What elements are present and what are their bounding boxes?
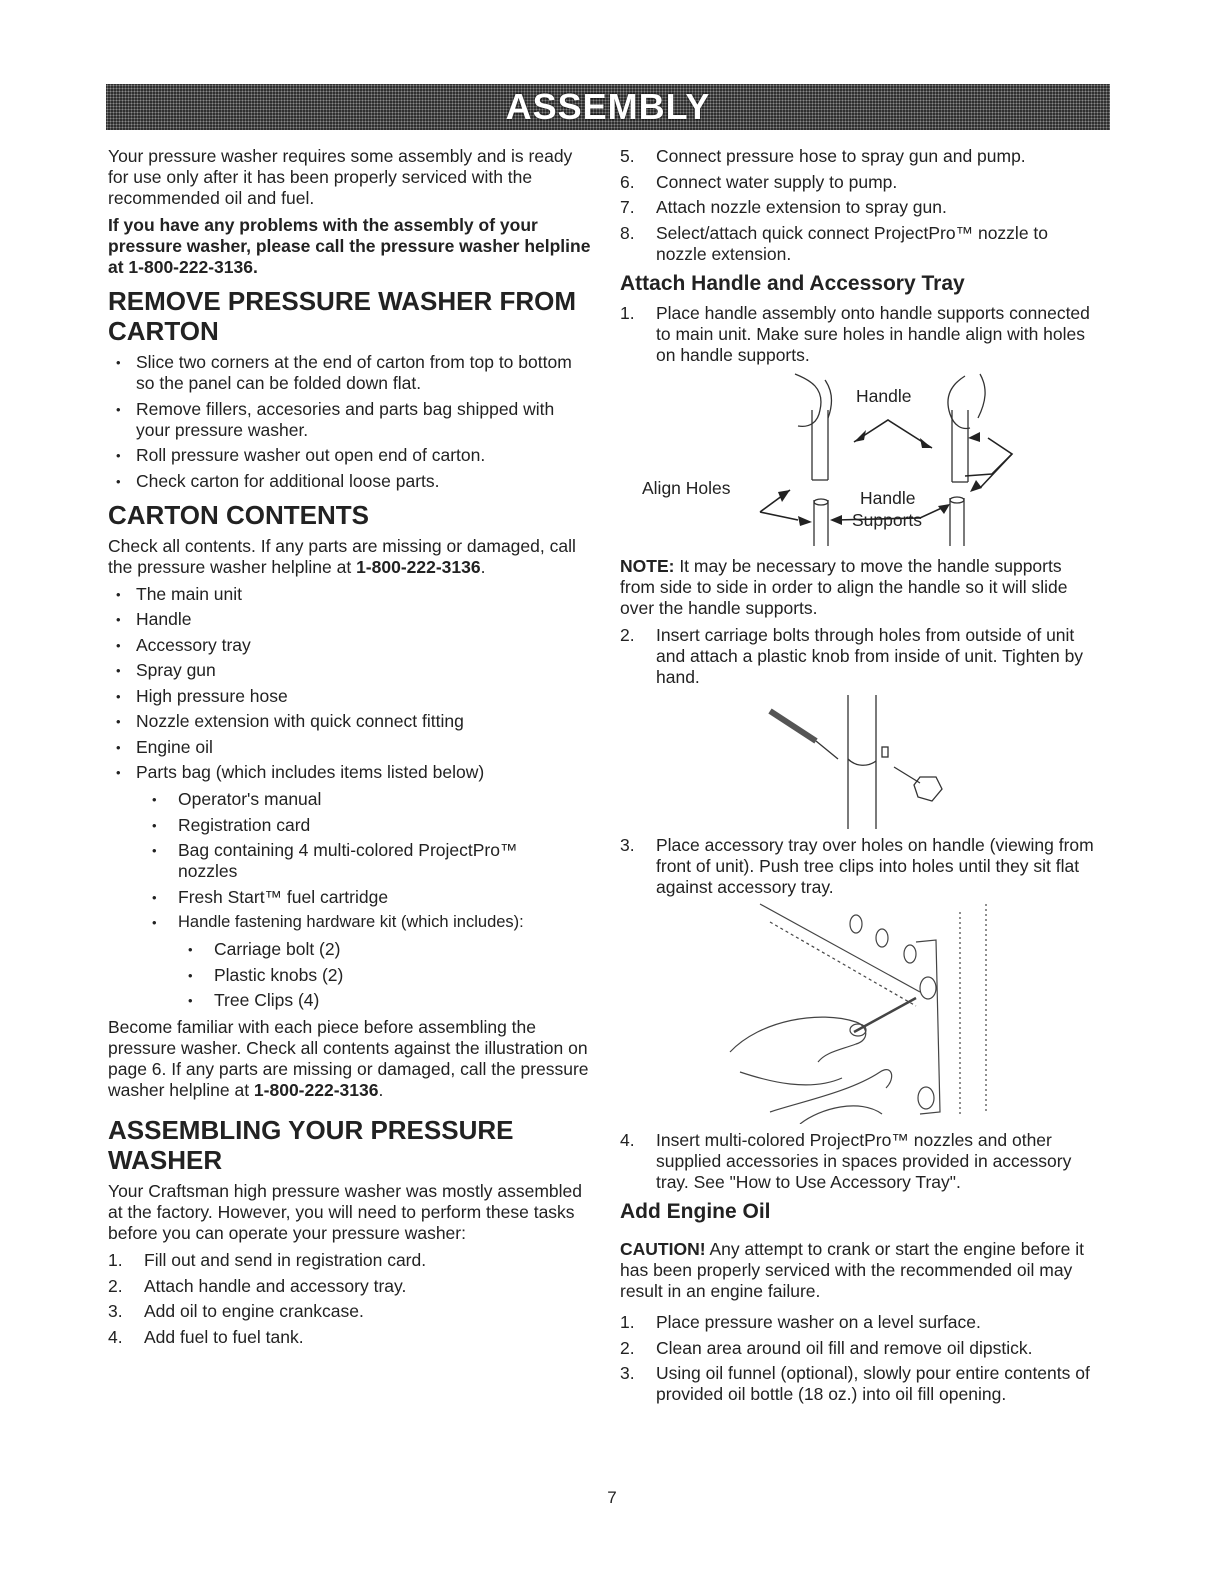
handle-label: Handle — [856, 386, 912, 406]
step-number: 3. — [108, 1301, 123, 1321]
left-column — [108, 146, 592, 1354]
list-item: • Parts bag (which includes items listed below) — [108, 762, 592, 783]
step-text: Place handle assembly onto handle supports connected to main unit. Make sure holes in handle align with holes on handle supports. — [656, 302, 1090, 365]
contents-period: . — [480, 556, 486, 577]
list-item: • Slice two corners at the end of carton from top to bottom so the panel can be folded down flat. — [108, 352, 592, 394]
list-item: • Check carton for additional loose parts. — [108, 471, 592, 492]
assembling-steps-continued — [620, 146, 1100, 265]
step-number: 2. — [620, 625, 635, 645]
step-number: 2. — [108, 1275, 123, 1296]
handle-note — [620, 556, 1100, 619]
step-number: 1. — [620, 1312, 635, 1332]
handle-step-2 — [620, 625, 1100, 688]
step-item — [108, 1276, 592, 1297]
carriage-bolt-illustration — [620, 693, 1100, 829]
list-item: • Accessory tray — [108, 635, 592, 656]
handle-step-4 — [620, 1130, 1100, 1193]
caution-text: Any attempt to crank or start the engine before it has been properly serviced with the recommended oil may result in an engine failure. — [620, 1239, 1084, 1301]
list-item: • Operator's manual — [108, 789, 592, 810]
step-item — [620, 146, 1100, 167]
assembling-heading: ASSEMBLING YOUR PRESSURE WASHER — [108, 1115, 514, 1175]
contents-text — [108, 536, 592, 578]
step-item — [620, 625, 1100, 688]
contents-heading: CARTON CONTENTS — [108, 499, 369, 530]
caution-label: CAUTION! — [620, 1239, 706, 1259]
remove-heading: REMOVE PRESSURE WASHER FROM CARTON — [108, 286, 577, 346]
page-number: 7 — [607, 1488, 617, 1507]
step-text: Place pressure washer on a level surface. — [656, 1312, 981, 1332]
step-item — [620, 303, 1100, 366]
list-item: • Engine oil — [108, 737, 592, 758]
list-item: • Bag containing 4 multi-colored ProjectPro™ nozzles — [108, 840, 592, 882]
step-number: 8. — [620, 222, 635, 243]
step-text: Clean area around oil fill and remove oil dipstick. — [656, 1337, 1033, 1358]
step-number: 1. — [108, 1250, 123, 1270]
section-title: ASSEMBLY — [505, 86, 711, 127]
step-item — [620, 172, 1100, 193]
list-item: • Fresh Start™ fuel cartridge — [108, 887, 592, 908]
step-item — [620, 223, 1100, 265]
list-item: • Spray gun — [108, 660, 592, 681]
step-text: Fill out and send in registration card. — [144, 1250, 427, 1270]
step-item — [620, 1338, 1100, 1359]
carriage-bolt-figure — [620, 693, 1100, 829]
step-number: 1. — [620, 302, 635, 323]
contents-list — [108, 584, 592, 784]
contents-text-body: Check all contents. If any parts are missing or damaged, call the pressure washer helpline at — [108, 535, 576, 577]
note-text: It may be necessary to move the handle supports from side to side in order to align the handle so it will slide over the handle supports. — [620, 556, 1068, 618]
step-number: 4. — [108, 1326, 123, 1347]
step-number: 2. — [620, 1337, 635, 1358]
tree-clip-figure — [620, 902, 1100, 1124]
step-text: Add oil to engine crankcase. — [144, 1301, 364, 1321]
step-item — [620, 835, 1100, 898]
list-item: • Remove fillers, accesories and parts bag shipped with your pressure washer. — [108, 399, 592, 441]
oil-caution — [620, 1239, 1100, 1302]
align-holes-label: Align Holes — [642, 478, 731, 498]
list-item: • Carriage bolt (2) — [108, 939, 592, 960]
step-number: 3. — [620, 834, 635, 855]
step-item — [108, 1250, 592, 1271]
hardware-kit-list — [108, 939, 592, 1011]
step-item — [108, 1327, 592, 1348]
step-text: Using oil funnel (optional), slowly pour entire contents of provided oil bottle (18 oz.) into oil fill opening. — [656, 1363, 1090, 1404]
intro-helpline: If you have any problems with the assembly of your pressure washer, please call the pressure washer helpline at 1-800-222-3136. — [108, 215, 591, 277]
right-column — [620, 146, 1100, 1411]
handle-alignment-figure — [620, 370, 1100, 546]
handle-heading: Attach Handle and Accessory Tray — [620, 271, 965, 295]
assembling-text: Your Craftsman high pressure washer was mostly assembled at the factory. However, you will need to perform these tasks before you can operate your pressure washer: — [108, 1181, 583, 1243]
step-text: Insert multi-colored ProjectPro™ nozzles and other supplied accessories in spaces provided in accessory tray. See "How to Use Accessory Tray". — [656, 1130, 1072, 1192]
step-number: 7. — [620, 197, 635, 217]
assembling-steps — [108, 1250, 592, 1348]
handle-supports-label-2: Supports — [852, 510, 923, 530]
oil-heading: Add Engine Oil — [620, 1200, 771, 1223]
list-item: • Roll pressure washer out open end of carton. — [108, 445, 592, 466]
step-text: Connect water supply to pump. — [656, 171, 898, 192]
step-text: Connect pressure hose to spray gun and pump. — [656, 146, 1026, 166]
note-label: NOTE: — [620, 556, 675, 576]
handle-step-3 — [620, 835, 1100, 898]
list-item: • Nozzle extension with quick connect fitting — [108, 711, 592, 732]
step-text: Attach nozzle extension to spray gun. — [656, 197, 947, 217]
step-number: 3. — [620, 1363, 635, 1383]
step-item — [620, 1312, 1100, 1333]
step-text: Place accessory tray over holes on handle (viewing from front of unit). Push tree clips into holes until they sit flat against accessory tray. — [656, 834, 1094, 897]
contents-closing-body: Become familiar with each piece before assembling the pressure washer. Check all contents against the illustration on page 6. If any parts are missing or damaged, call the pressure washer helpline at — [108, 1017, 589, 1100]
parts-bag-list — [108, 789, 592, 933]
contents-closing-phone: 1-800-222-3136 — [253, 1080, 379, 1100]
list-item: • Tree Clips (4) — [108, 990, 592, 1011]
contents-phone: 1-800-222-3136 — [356, 556, 481, 577]
list-item: • Handle fastening hardware kit (which includes): — [108, 912, 592, 933]
list-item: • The main unit — [108, 584, 592, 605]
tree-clip-illustration — [620, 902, 1100, 1124]
handle-supports-label-1: Handle — [860, 488, 916, 508]
step-item — [620, 1130, 1100, 1193]
list-item: • Plastic knobs (2) — [108, 965, 592, 986]
handle-step-1 — [620, 303, 1100, 366]
section-banner — [106, 84, 1110, 130]
list-item: • Handle — [108, 609, 592, 630]
intro-text: Your pressure washer requires some assembly and is ready for use only after it has been properly serviced with the recommended oil and fuel. — [108, 146, 573, 208]
oil-steps — [620, 1312, 1100, 1405]
list-item: • Registration card — [108, 815, 592, 836]
step-text: Add fuel to fuel tank. — [144, 1326, 304, 1347]
step-number: 6. — [620, 171, 635, 192]
step-number: 5. — [620, 146, 635, 166]
step-text: Attach handle and accessory tray. — [144, 1275, 407, 1296]
list-item: • High pressure hose — [108, 686, 592, 707]
remove-list — [108, 352, 592, 492]
contents-closing — [108, 1017, 592, 1101]
step-item — [620, 1363, 1100, 1405]
step-text: Select/attach quick connect ProjectPro™ nozzle to nozzle extension. — [656, 222, 1049, 264]
step-number: 4. — [620, 1130, 635, 1150]
step-text: Insert carriage bolts through holes from outside of unit and attach a plastic knob from inside of unit. Tighten by hand. — [656, 625, 1084, 687]
step-item — [620, 197, 1100, 218]
contents-closing-period: . — [378, 1080, 384, 1100]
step-item — [108, 1301, 592, 1322]
